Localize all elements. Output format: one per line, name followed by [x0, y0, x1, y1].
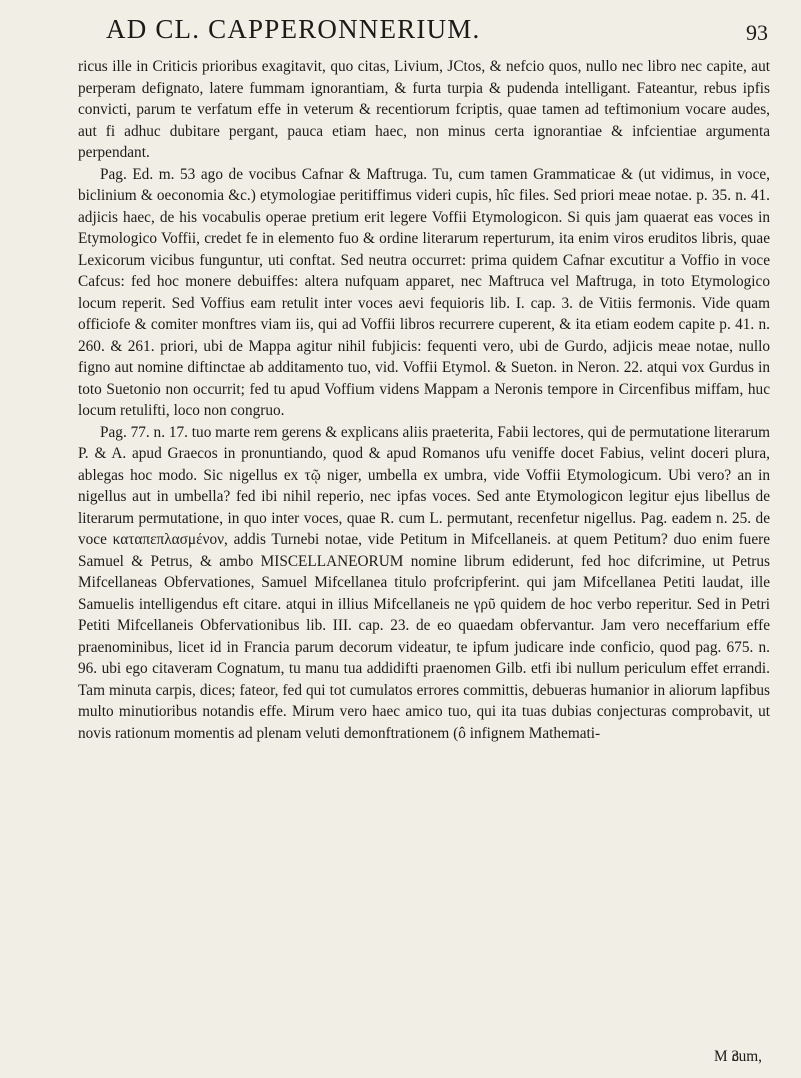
body-text — [78, 56, 770, 744]
page-header — [78, 14, 768, 54]
running-head: AD CL. CAPPERONNERIUM. — [106, 14, 481, 44]
signature-mark: M 3 — [714, 1048, 740, 1065]
paragraph-1: ricus ille in Criticis prioribus exagitavit, quo citas, Livium, JCtos, & nefcio quos, nullo nec libro nec capite, aut perperam defignato, latere fummam ignorantiam, & furta turpia & pudenda intelligant. Fateantur, rebus ipfis convicti, parum te verfatum effe in veterum & recentiorum fcriptis, quae tamen ad teftimonium vocare audes, aut fi adhuc dubitare pergant, pauca etiam haec, non minus certa ignorantiae & infcientiae argumenta perpendant. — [78, 58, 770, 161]
paragraph-3: Pag. 77. n. 17. tuo marte rem gerens & explicans aliis praeterita, Fabii lectores, qui de permutatione literarum P. & A. apud Graecos in pronuntiando, quod & apud Romanos ufu veniffe docet Fabius, velint doceri plura, ablegas hoc modo. Sic nigellus ex τῷ niger, umbella ex umbra, vide Voffii Etymologicum. Ubi vero? an in nigellus aut in umbella? fed ibi nihil reperio, nec ipfas voces. Sed ante Etymologicon legitur ejus libellus de literarum permutatione, in quo inter voces, quae R. cum L. permutant, recenfetur nigellus. Pag. eadem n. 25. de voce καταπεπλασμένον, addis Turnebi notae, vide Petitum in Mifcellaneis. at quem Petitum? duo enim fuere Samuel & Petrus, & ambo MISCELLANEORUM nomine librum ediderunt, fed hoc difcrimine, ut Petrus Mifcellaneas Obfervationes, Samuel Mifcellanea titulo profcripferint. qui jam Mifcellanea Petiti laudat, ille Samuelis intelligendus eft citare. atqui in illius Mifcellaneis ne γρῦ quidem de hoc verbo reperitur. Sed in Petri Petiti Mifcellaneis Obfervationibus lib. III. cap. 23. de eo quaedam obfervantur. Jam vero neceffarium effe praenominibus, licet id in Francia parum decorum videatur, te ipfum judicare inde conficio, quod pag. 675. n. 96. ubi ego citaveram Cognatum, tu manu tua addidifti praenomen Gilb. etfi ibi nullum periculum effet errandi. Tam minuta carpis, dices; fateor, fed qui tot cumulatos errores committis, debueras humanior in aliorum lapfibus multo minutioribus notandis effe. Mirum vero haec amico tuo, qui ita tuas dubias conjecturas comprobavit, ut novis rationum momentis ad plenam veluti demonftrationem (ô infignem Mathemati- — [78, 423, 770, 742]
page-number: 93 — [746, 20, 768, 45]
catchword: cum, — [731, 1048, 762, 1065]
page-footer — [78, 1048, 770, 1070]
paragraph-2: Pag. Ed. m. 53 ago de vocibus Cafnar & Maftruga. Tu, cum tamen Grammaticae & (ut vidimus, in voce, biclinium & oeconomia &c.) etymologiae peritiffimus videri cupis, hîc files. Sed priori meae notae. p. 35. n. 41. adjicis haec, de his vocabulis operae pretium erit legere Voffii Etymologicon. Si quis jam quaerat eas voces in Etymologico Voffii, credet fe in elemento fuo & ordine literarum reperturum, ita enim viros eruditos libris, quae Lexicorum vicibus funguntur, uti conftat. Sed neutra occurret: prima quidem Cafnar excutitur a Voffio in voce Cafcus: fed hoc monere debuiffes: altera nufquam apparet, nec Maftruca vel Maftruga, in toto Etymologico locum reperit. Sed Voffius eam retulit inter voces aevi fequioris lib. I. cap. 3. de Vitiis fermonis. Vide quam officiofe & comiter monftres viam iis, qui ad Voffii libros recurrere cuperent, & ita etiam eodem capite p. 41. n. 260. & 261. priori, ubi de Mappa agitur nihil fubjicis: fequenti vero, ubi de Gurdo, adjicis meae notae, nullo figno aut nomine diftinctae ab additamento tuo, vid. Voffii Etymol. & Sueton. in Neron. 22. atqui vox Gurdus in toto Suetonio non occurrit; fed tu apud Voffium videns Mappam a Neronis tempore in Circenfibus miffam, huc locum retulifti, loco non congruo. — [78, 165, 770, 419]
